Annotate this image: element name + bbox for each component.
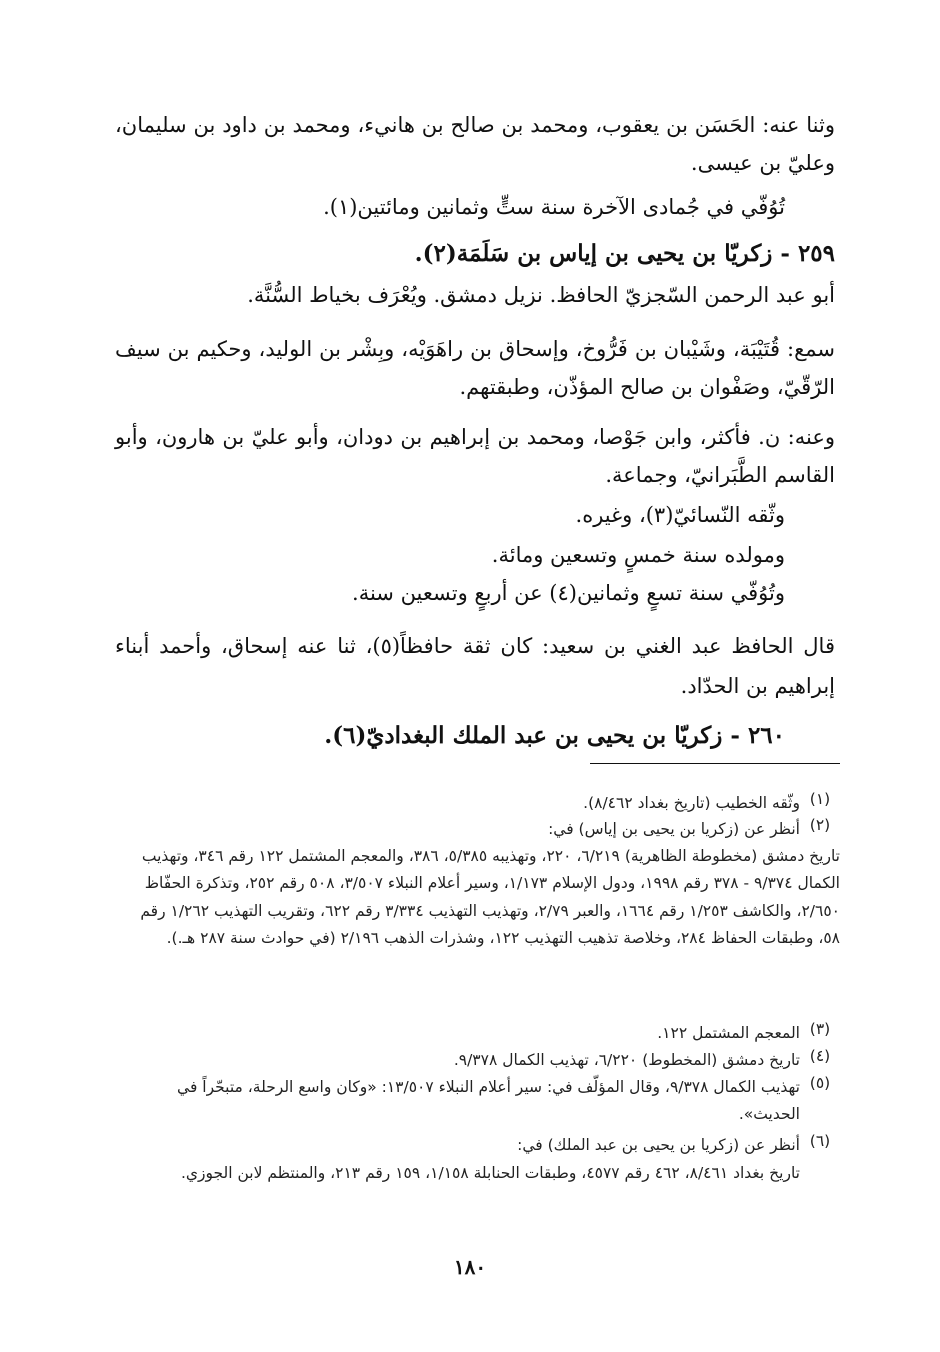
footnote-1: وثّقه الخطيب (تاريخ بغداد ٨/٤٦٢).: [583, 794, 800, 812]
footnote-number-5: (٥): [809, 1074, 831, 1092]
entry-heading-260: ٢٦٠ - زكريّا بن يحيى بن عبد الملك البغداديّ(٦).: [324, 722, 785, 749]
paragraph-kunya: أبو عبد الرحمن السّجزيّ الحافظ. نزيل دمشق. ويُعْرَف بخياط السُّنَّة.: [247, 283, 835, 307]
paragraph-authentication: وثّقه النّسائيّ(٣)، وغيره.: [575, 503, 785, 527]
footnote-5: تهذيب الكمال ٩/٣٧٨، وقال المؤلّف في: سير أعلام النبلاء ١٣/٥٠٧: «وكان واسع الرحلة، متبحّراً في الحديث».: [177, 1078, 800, 1123]
paragraph-students: وعنه: ن. فأكثر، وابن جَوْصا، ومحمد بن إبراهيم بن دودان، وأبو عليّ بن هارون، وأبو القاسم الطَّبَرانيّ، وجماعة.: [115, 425, 835, 487]
footnote-number-6: (٦): [809, 1132, 831, 1150]
paragraph-death: وتُوُفّي سنة تسعٍ وثمانين(٤) عن أربعٍ وتسعين سنة.: [352, 581, 785, 605]
paragraph-death-date: تُوُفّي في جُمادى الآخرة سنة ستٍّ وثمانين ومائتين(١).: [323, 195, 785, 219]
footnote-separator: [590, 763, 840, 764]
footnote-number-2: (٢): [809, 816, 831, 834]
footnote-number-4: (٤): [809, 1047, 831, 1065]
entry-heading-259: ٢٥٩ - زكريّا بن يحيى بن إياس بن سَلَمَة(٢).: [414, 240, 835, 267]
footnote-6: أنظر عن (زكريا بن يحيى بن عبد الملك) في:: [517, 1136, 800, 1154]
footnote-4: تاريخ دمشق (المخطوط) ٦/٢٢٠، تهذيب الكمال ٩/٣٧٨.: [453, 1051, 800, 1069]
paragraph-narrators-from-him: وثنا عنه: الحَسَن بن يعقوب، ومحمد بن صالح بن هانيء، ومحمد بن داود بن سليمان، وعليّ بن عيسى.: [115, 113, 835, 175]
page-number: ١٨٠: [453, 1255, 487, 1279]
footnote-2-sources: تاريخ دمشق (مخطوطة الظاهرية) ٦/٢١٩، ٢٢٠، وتهذيبه ٥/٣٨٥، ٣٨٦، والمعجم المشتمل ١٢٢ رقم ٣٤٦، وتهذيب الكمال ٩/٣٧٤ - ٣٧٨ رقم ١٩٩٨، ودول الإسلام ١/١٧٣، وسير أعلام النبلاء ٣/٥٠٧، ٥٠٨ رقم ٢٥٢، وتذكرة الحفّاظ ٢/٦٥٠، والكاشف ١/٢٥٣ رقم ١٦٦٤، والعبر ٢/٧٩، وتهذيب التهذيب ٣/٣٣٤ رقم ٦٢٢، وتقريب التهذيب ١/٢٦٢ رقم ٥٨، وطبقات الحفاظ ٢٨٤، وخلاصة تذهيب التهذيب ١٢٢، وشذرات الذهب ٢/١٩٦ (في حوادث سنة ٢٨٧ هـ.).: [140, 847, 840, 947]
footnote-3: المعجم المشتمل ١٢٢.: [657, 1024, 800, 1042]
paragraph-heard-from: سمع: قُتَيْبَة، وشَيْبان بن فَرُّوخ، وإسحاق بن راهَوَيْه، وبِشْر بن الوليد، وحكيم بن سيف الرّقّيّ، وصَفْوان بن صالح المؤذّن، وطبقتهم.: [115, 337, 835, 399]
paragraph-abd-al-ghani-quote: قال الحافظ عبد الغني بن سعيد: كان ثقة حافظاً(٥)، ثنا عنه إسحاق، وأحمد أبناء إبراهيم بن الحدّاد.: [115, 634, 835, 698]
footnote-number-3: (٣): [809, 1020, 831, 1038]
footnote-6-sources: تاريخ بغداد ٨/٤٦١، ٤٦٢ رقم ٤٥٧٧، وطبقات الحنابلة ١/١٥٨، ١٥٩ رقم ٢١٣، والمنتظم لابن الجوزي.: [180, 1164, 800, 1182]
paragraph-birth: ومولده سنة خمسٍ وتسعين ومائة.: [491, 543, 785, 567]
footnote-number-1: (١): [809, 790, 831, 808]
footnote-2: أنظر عن (زكريا بن يحيى بن إياس) في:: [548, 820, 800, 838]
